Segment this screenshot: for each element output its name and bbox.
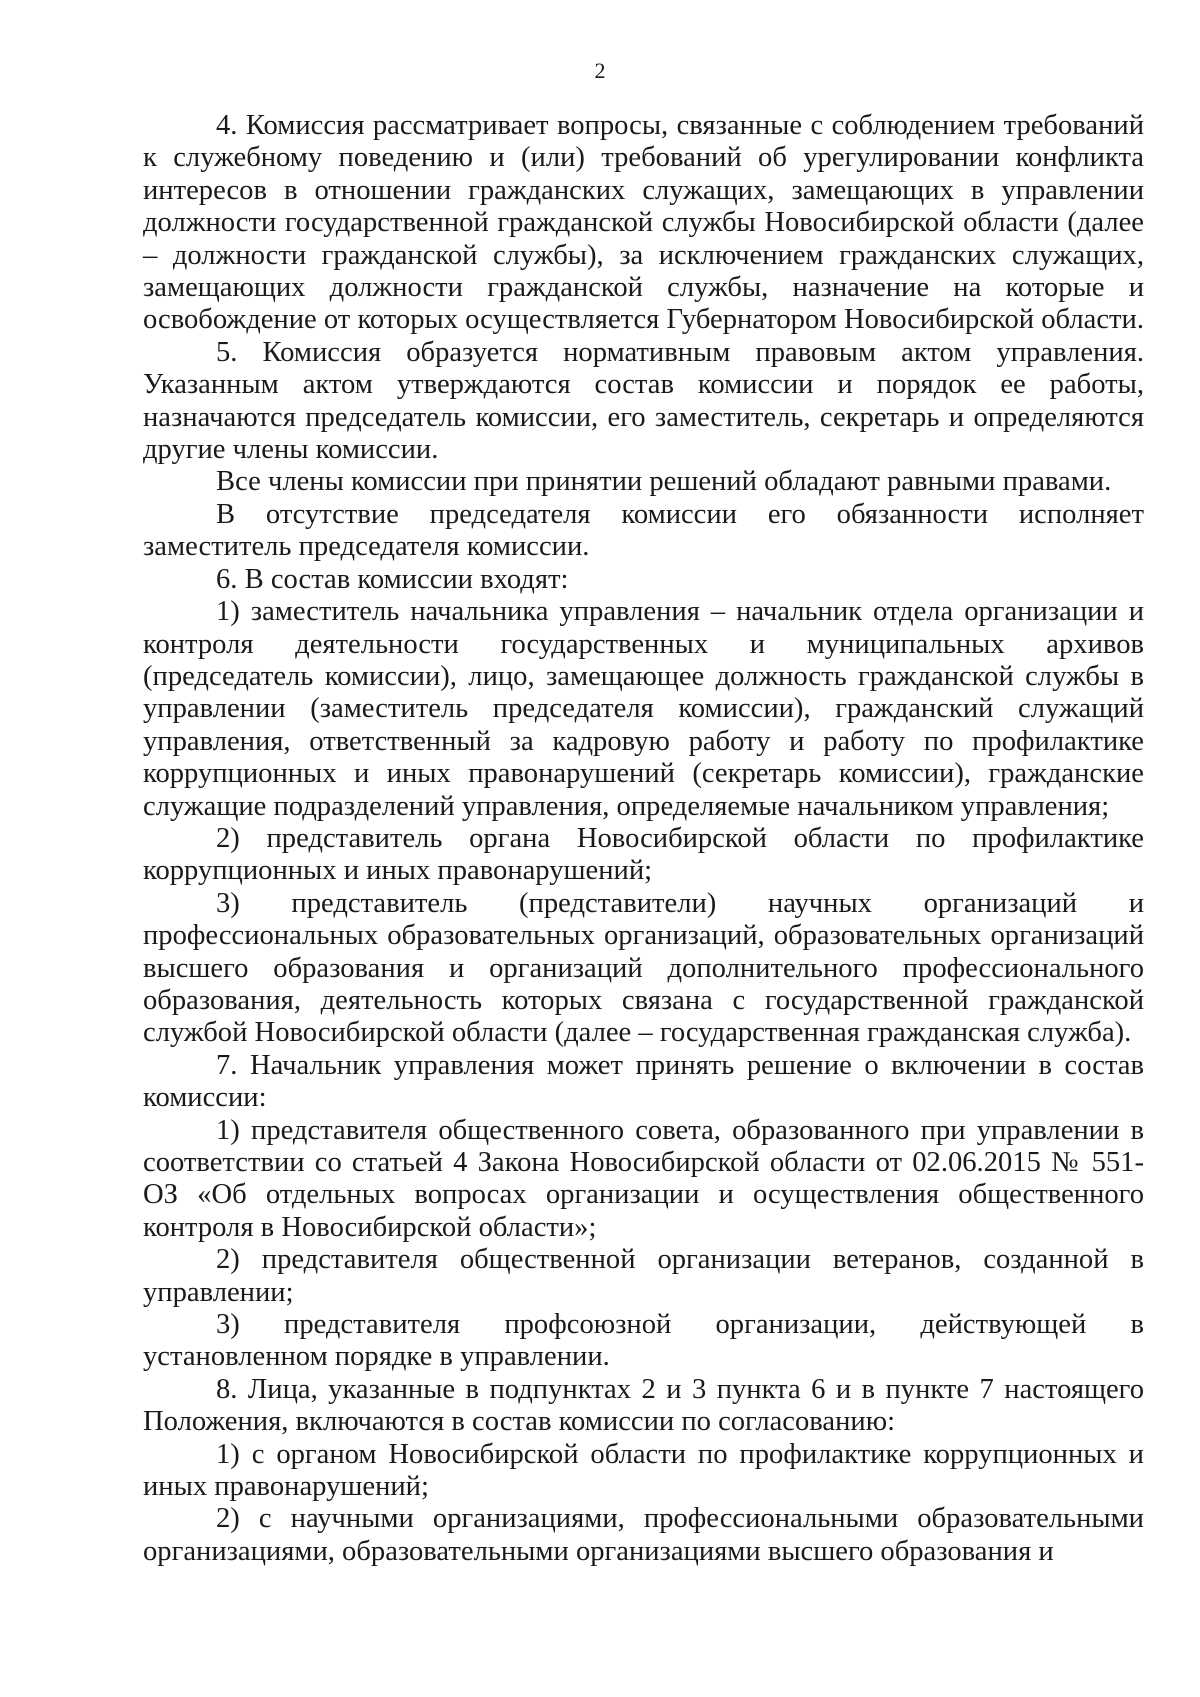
paragraph-item-7: 7. Начальник управления может принять решение о включении в состав комиссии: (143, 1049, 1144, 1114)
paragraph-item-6-2: 2) представитель органа Новосибирской области по профилактике коррупционных и иных правонарушений; (143, 822, 1144, 887)
paragraph-item-7-3: 3) представителя профсоюзной организации, действующей в установленном порядке в управлении. (143, 1309, 1144, 1373)
paragraph-item-6: 6. В состав комиссии входят: (216, 563, 569, 595)
paragraph-item-6-3: 3) представитель (представители) научных организаций и профессиональных образовательных организаций, образовательных организаций высшего образования и организаций дополнительного профессионального образования, деятельность которых связана с государственной гражданской службой Новосибирской области (далее – государственная гражданская служба). (143, 887, 1144, 1049)
paragraph-item-8-2: 2) с научными организациями, профессиональными образовательными организациями, образовательными организациями высшего образования и (143, 1503, 1144, 1567)
paragraph-chair-absence: В отсутствие председателя комиссии его обязанности исполняет заместитель председателя комиссии. (143, 498, 1144, 563)
paragraph-equal-rights: Все члены комиссии при принятии решений обладают равными правами. (216, 466, 1112, 498)
paragraph-item-7-1: 1) представителя общественного совета, образованного при управлении в соответствии со статьей 4 Закона Новосибирской области от 02.06.2015 № 551-ОЗ «Об отдельных вопросах организации и осуществления общественного контроля в Новосибирской области»; (143, 1114, 1144, 1243)
paragraph-item-4: 4. Комиссия рассматривает вопросы, связанные с соблюдением требований к служебному поведению и (или) требований об урегулировании конфликта интересов в отношении гражданских служащих, замещающих в управлении должности государственной гражданской службы Новосибирской области (далее – должности гражданской службы), за исключением гражданских служащих, замещающих должности гражданской службы, назначение на которые и освобождение от которых осуществляется Губернатором Новосибирской области. (143, 110, 1144, 336)
paragraph-item-8-1: 1) с органом Новосибирской области по профилактике коррупционных и иных правонарушений; (143, 1438, 1144, 1503)
paragraph-item-6-1: 1) заместитель начальника управления – начальник отдела организации и контроля деятельности государственных и муниципальных архивов (председатель комиссии), лицо, замещающее должность гражданской службы в управлении (заместитель председателя комиссии), гражданский служащий управления, ответственный за кадровую работу и работу по профилактике коррупционных и иных правонарушений (секретарь комиссии), гражданские служащие подразделений управления, определяемые начальником управления; (143, 596, 1144, 822)
document-body (143, 110, 1144, 1568)
paragraph-item-7-2: 2) представителя общественной организации ветеранов, созданной в управлении; (143, 1244, 1144, 1308)
paragraph-item-5: 5. Комиссия образуется нормативным правовым актом управления. Указанным актом утверждаются состав комиссии и порядок ее работы, назначаются председатель комиссии, его заместитель, секретарь и определяются другие члены комиссии. (143, 336, 1144, 466)
page-number: 2 (594, 58, 606, 83)
paragraph-item-8: 8. Лица, указанные в подпунктах 2 и 3 пункта 6 и в пункте 7 настоящего Положения, включаются в состав комиссии по согласованию: (143, 1373, 1144, 1438)
